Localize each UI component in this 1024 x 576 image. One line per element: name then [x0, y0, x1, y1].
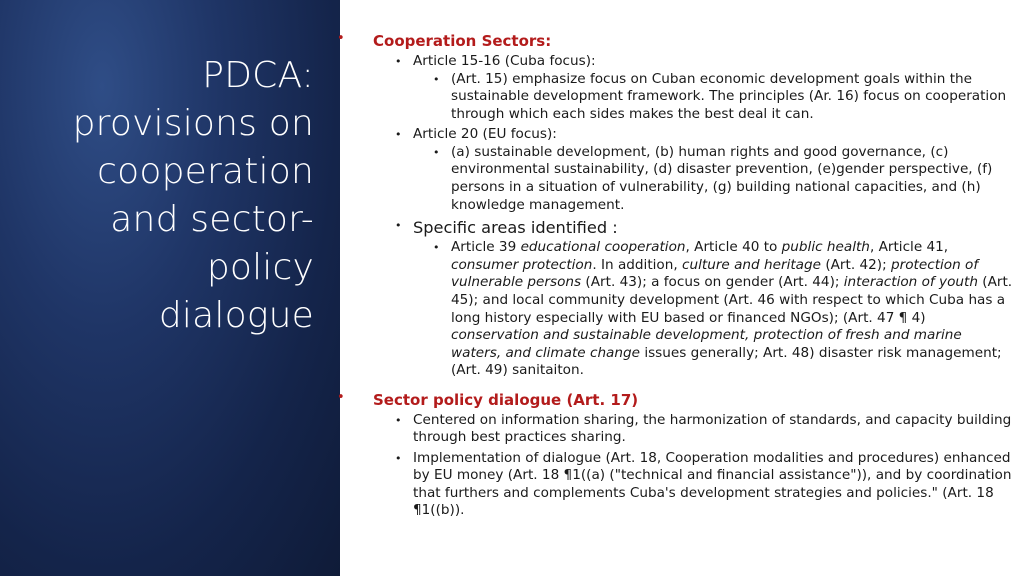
bullet-icon: •	[337, 31, 345, 46]
bullet-icon: •	[395, 413, 402, 427]
title-line: provisions on	[72, 103, 314, 144]
item-detail: (a) sustainable development, (b) human rights and good governance, (c) environmental sustainability, (d) disaster prevention, (e)gender perspective, (f) persons in a situation of vulnerability, (g) building national capacities, and (h) knowledge management.	[451, 143, 993, 213]
item-text: Implementation of dialogue (Art. 18, Cooperation modalities and procedures) enhanced by EU money (Art. 18 ¶1((a) ("technical and financial assistance")), and by coordination that furthers and complements Cuba's development strategies and policies." (Art. 18 ¶1((b)).	[413, 449, 1012, 519]
bullet-icon: •	[433, 145, 440, 159]
title-line: PDCA:	[202, 55, 314, 96]
item-text: Centered on information sharing, the harmonization of standards, and capacity building through best practices sharing.	[413, 411, 1012, 446]
section-heading: Sector policy dialogue (Art. 17)	[373, 390, 639, 409]
item-label: Article 20 (EU focus):	[413, 126, 557, 143]
list-item	[433, 143, 1015, 214]
title-line: cooperation	[97, 151, 314, 192]
title-panel	[0, 0, 340, 576]
item-label: Specific areas identified :	[413, 218, 618, 238]
bullet-icon: •	[395, 128, 402, 142]
list-item	[395, 411, 1015, 447]
bullet-icon: •	[395, 55, 402, 68]
bullet-icon: •	[337, 389, 345, 405]
sector-policy-dialogue-section	[337, 389, 1015, 520]
bullet-icon: •	[395, 451, 402, 465]
cooperation-sectors-section	[337, 31, 1015, 380]
bullet-icon: •	[395, 219, 402, 233]
item-label: Article 15-16 (Cuba focus):	[413, 53, 596, 69]
bullet-icon: •	[433, 241, 440, 255]
title-line: and sector-	[110, 199, 314, 240]
item-detail: (Art. 15) emphasize focus on Cuban economic development goals within the sustainable development framework. The principles (Ar. 16) focus on cooperation through which each sides makes the best deal it can.	[451, 70, 1007, 122]
slide-title	[24, 52, 314, 340]
list-item	[395, 126, 1015, 214]
list-item	[395, 449, 1015, 520]
section-heading: Cooperation Sectors:	[373, 32, 552, 50]
list-item	[433, 70, 1015, 124]
item-detail: Article 39 educational cooperation, Article 40 to public health, Article 41, consumer protection. In addition, culture and heritage (Art. 42); protection of vulnerable persons (Art. 43); a focus on gender (Art. 44); interaction of youth (Art. 45); and local community development (Art. 46 with respect to which Cuba has a long history especially with EU based or financed NGOs); (Art. 47 ¶ 4) conservation and sustainable development, protection of fresh and marine waters, and climate change issues generally; Art. 48) disaster risk management; (Art. 49) sanitaiton.	[451, 239, 1013, 379]
list-item	[395, 53, 1015, 123]
list-item	[395, 217, 1015, 380]
slide-content	[337, 31, 1015, 520]
list-item	[433, 239, 1015, 380]
title-line: dialogue	[158, 295, 314, 336]
title-line: policy	[206, 247, 314, 288]
bullet-icon: •	[433, 72, 440, 86]
